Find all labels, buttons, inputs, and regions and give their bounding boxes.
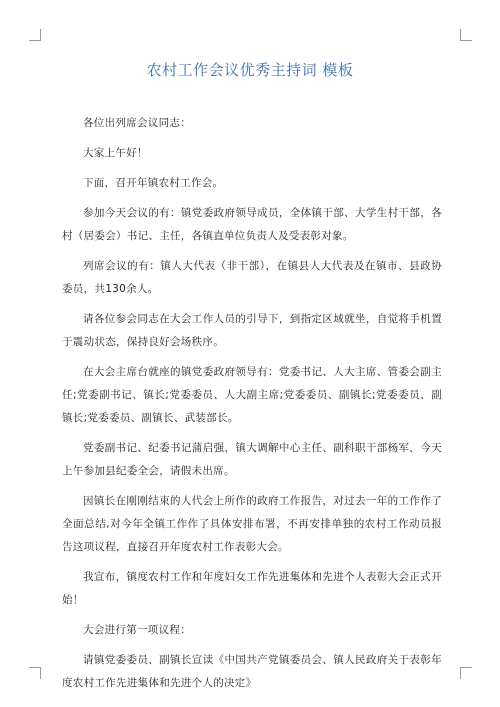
paragraph-rostrum: 在大会主席台就座的镇党委政府领导有：党委书记、人大主席、管委会副主任;党委副书记、镇长;党委委员、人大副主席;党委委员、副镇长;党委委员、副镇长;党委委员、副镇长、武装部长。: [62, 366, 442, 424]
document-body: [62, 112, 442, 702]
crop-mark-bottom-right: [460, 667, 472, 679]
paragraph-greeting: 大家上午好！: [83, 147, 148, 159]
document-title: 农村工作会议优秀主持词 模板: [146, 61, 354, 79]
paragraph-announcement: 我宣布，镇度农村工作和年度妇女工作先进集体和先进个人表彰大会正式开始！: [62, 571, 442, 606]
paragraph-agenda-first: 大会进行第一项议程：: [83, 624, 191, 636]
paragraph-report: 因镇长在刚刚结束的人代会上所作的政府工作报告，对过去一年的工作作了全面总结,对今年全镇工作作了具体安排布署，不再安排单独的农村工作动员报告这项议程，直接召开年度农村工作表彰大会。: [62, 495, 442, 553]
paragraph-order: 请各位参会同志在大会工作人员的引导下，到指定区域就坐，自觉将手机置于震动状态，保持良好会场秩序。: [62, 313, 442, 348]
crop-mark-top-right: [460, 29, 472, 41]
paragraph-salutation: 各位出列席会议同志：: [83, 117, 191, 129]
crop-mark-bottom-left: [29, 667, 41, 679]
paragraph-absence: 党委副书记、纪委书记蒲启强，镇大调解中心主任、副科职干部杨军，今天上午参加县纪委全会，请假未出席。: [62, 442, 442, 477]
crop-mark-top-left: [29, 29, 41, 41]
paragraph-decision-reading: 请镇党委委员、副镇长宣读《中国共产党镇委员会、镇人民政府关于表彰年度农村工作先进集体和先进个人的决定》: [62, 654, 442, 689]
paragraph-observers: 列席会议的有：镇人大代表（非干部），在镇县人大代表及在镇市、县政协委员，共130余人。: [62, 260, 442, 295]
paragraph-opening: 下面，召开年镇农村工作会。: [83, 177, 224, 189]
paragraph-attendees: 参加今天会议的有：镇党委政府领导成员，全体镇干部、大学生村干部，各村（居委会）书记、主任，各镇直单位负责人及受表彰对象。: [62, 207, 442, 242]
